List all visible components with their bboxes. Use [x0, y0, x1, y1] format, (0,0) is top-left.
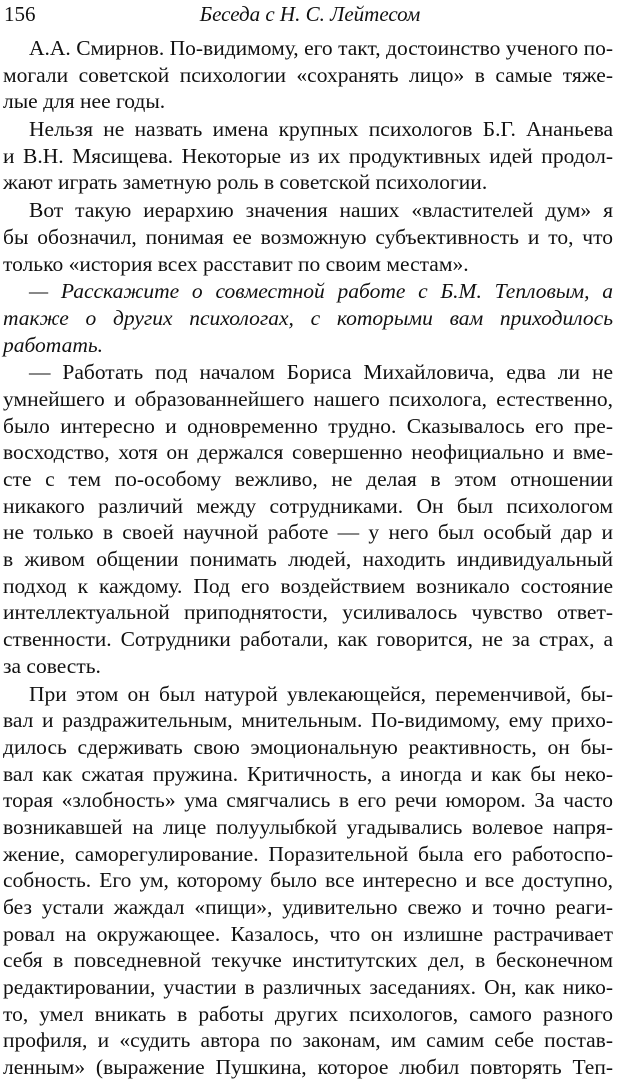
text-line: Нельзя не назвать имена крупных психологов Б.Г. Ананьева — [29, 117, 613, 142]
text-line: могали советской психологии «сохранять лицо» в самые тяже- — [3, 62, 613, 87]
text-line: возникавшей на лице полуулыбкой угадывались волевое напря- — [3, 814, 613, 839]
text-line: А.А. Смирнов. По-видимому, его такт, достоинство ученого по- — [29, 36, 613, 60]
text-line: без устали жаждал «пищи», удивительно свежо и точно реаги- — [3, 895, 613, 919]
text-line: профиля, и «судить автора по законам, им самим себе постав- — [3, 1028, 613, 1053]
text-line: только «история всех расставит по своим местам». — [3, 251, 469, 276]
text-line: за совесть. — [3, 653, 101, 678]
text-line: жают играть заметную роль в советской психологии. — [3, 170, 488, 195]
text-line: интеллектуальной приподнятости, усиливалось чувство ответ- — [3, 600, 613, 625]
text-line: вал и раздражительным, мнительным. По-видимому, ему прихо- — [3, 708, 613, 733]
text-line: ленным» (выражение Пушкина, которое любил повторять Теп- — [3, 1055, 613, 1080]
text-line: ственности. Сотрудники работали, как говорится, не за страх, а — [3, 627, 613, 652]
text-line: Вот такую иерархию значения наших «властителей дум» я — [29, 198, 613, 223]
text-line: собность. Его ум, которому было все интересно и все доступно, — [3, 868, 613, 893]
text-line: дилось сдерживать свою эмоциональную реактивность, он бы- — [3, 734, 613, 759]
text-line: восходство, хотя он держался совершенно неофициально и вме- — [3, 440, 613, 465]
paragraph — [3, 278, 613, 358]
text-line: — Работать под началом Бориса Михайловича, едва ли не — [29, 360, 613, 385]
text-line: лые для нее годы. — [3, 89, 166, 114]
text-line: торая «злобность» ума смягчались в его речи юмором. За часто — [3, 788, 613, 813]
text-line: то, умел вникать в работы других психологов, самого разного — [3, 1001, 613, 1026]
paragraph — [3, 359, 613, 679]
running-title: Беседа с Н. С. Лейтесом — [199, 2, 421, 26]
text-line: При этом он был натурой увлекающейся, переменчивой, бы- — [29, 681, 613, 706]
page-body — [3, 35, 613, 1081]
page-header — [0, 0, 620, 34]
text-line: не только в своей научной работе — у него был особый дар и — [3, 520, 613, 545]
text-line: редактировании, участии в различных заседаниях. Он, как нико- — [3, 975, 613, 1000]
page-number: 156 — [4, 2, 36, 26]
text-line: жение, саморегулирование. Поразительной была его работоспо- — [3, 841, 613, 866]
text-line: работать. — [3, 332, 104, 357]
text-line: и В.Н. Мясищева. Некоторые из их продуктивных идей продол- — [3, 143, 613, 168]
text-line: себя в повседневной текучке институтских дел, в бесконечном — [3, 948, 613, 973]
text-line: сте с тем по-особому вежливо, не делая в этом отношении — [3, 467, 613, 491]
paragraph — [3, 35, 613, 115]
text-line: умнейшего и образованнейшего нашего психолога, естественно, — [3, 386, 613, 411]
text-line: было интересно и одновременно трудно. Сказывалось его пре- — [3, 413, 613, 438]
text-line: ровал на окружающее. Казалось, что он излишне растрачивает — [3, 921, 613, 946]
text-line: подход к каждому. Под его воздействием возникало состояние — [3, 573, 613, 598]
paragraph — [3, 197, 613, 277]
text-line: в живом общении понимать людей, находить индивидуальный — [3, 547, 613, 572]
text-line: бы обозначил, понимая ее возможную субъективность и то, что — [3, 224, 613, 249]
text-line: вал как сжатая пружина. Критичность, а иногда и как бы неко- — [3, 761, 613, 786]
text-line: — Расскажите о совместной работе с Б.М. Тепловым, а — [29, 279, 613, 304]
text-line: никакого различий между сотрудниками. Он был психологом — [3, 493, 613, 518]
text-line: также о других психологах, с которыми вам приходилось — [3, 305, 613, 330]
paragraph — [3, 116, 613, 196]
paragraph — [3, 681, 613, 1081]
